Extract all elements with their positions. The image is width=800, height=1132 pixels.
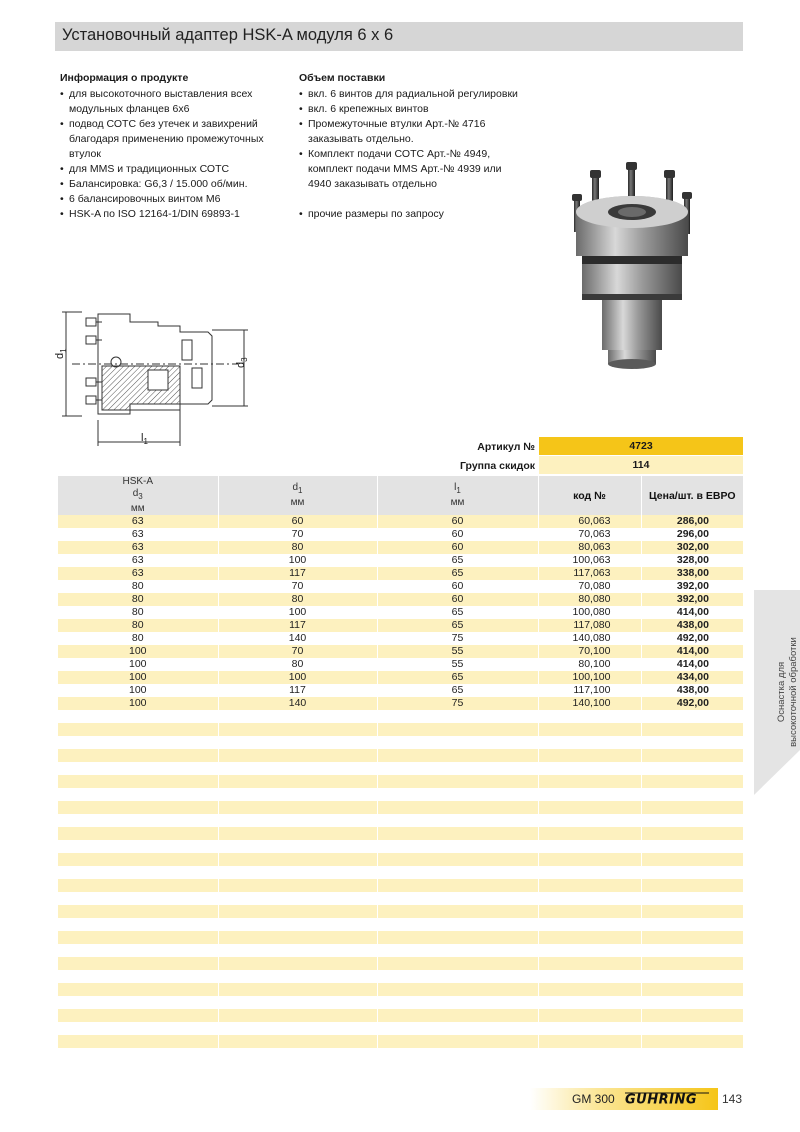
empty-table-row bbox=[58, 710, 743, 723]
table-cell: 100 bbox=[58, 684, 218, 697]
table-cell bbox=[641, 710, 743, 723]
table-cell: 65 bbox=[377, 554, 538, 567]
table-cell: 80 bbox=[218, 593, 377, 606]
table-cell bbox=[218, 970, 377, 983]
discount-group: 114 bbox=[539, 456, 743, 474]
delivery-heading: Объем поставки bbox=[299, 72, 386, 84]
table-cell bbox=[641, 840, 743, 853]
table-cell bbox=[218, 1022, 377, 1035]
delivery-scope bbox=[299, 71, 524, 222]
empty-table-row bbox=[58, 827, 743, 840]
table-cell: 60 bbox=[377, 580, 538, 593]
table-cell bbox=[58, 762, 218, 775]
table-cell: 296,00 bbox=[641, 528, 743, 541]
empty-table-row bbox=[58, 944, 743, 957]
table-cell bbox=[58, 996, 218, 1009]
table-cell bbox=[538, 879, 641, 892]
table-row bbox=[58, 554, 743, 567]
table-cell: 80 bbox=[218, 541, 377, 554]
empty-table-row bbox=[58, 801, 743, 814]
dim-d1-label: $d_1$ bbox=[54, 348, 69, 359]
table-cell: 438,00 bbox=[641, 684, 743, 697]
table-cell bbox=[377, 723, 538, 736]
product-info-item: • подвод СОТС без утечек и завихрений благодаря применению промежуточных втулок bbox=[60, 117, 280, 162]
table-row bbox=[58, 619, 743, 632]
table-cell bbox=[538, 866, 641, 879]
table-cell bbox=[218, 996, 377, 1009]
table-row bbox=[58, 528, 743, 541]
dim-d3-label: $d_3$ bbox=[235, 357, 250, 368]
table-cell bbox=[641, 957, 743, 970]
table-cell bbox=[641, 983, 743, 996]
table-cell: 63 bbox=[58, 554, 218, 567]
table-cell bbox=[538, 1022, 641, 1035]
table-row bbox=[58, 567, 743, 580]
table-cell bbox=[218, 788, 377, 801]
product-info-item: • 6 балансировочных винтом M6 bbox=[60, 192, 280, 207]
empty-table-row bbox=[58, 853, 743, 866]
table-cell: 70 bbox=[218, 528, 377, 541]
table-row bbox=[58, 671, 743, 684]
header-code: код № bbox=[538, 476, 641, 515]
table-cell bbox=[377, 892, 538, 905]
table-cell bbox=[641, 1035, 743, 1048]
empty-table-row bbox=[58, 957, 743, 970]
table-row bbox=[58, 697, 743, 710]
empty-table-row bbox=[58, 775, 743, 788]
table-cell bbox=[58, 801, 218, 814]
empty-table-row bbox=[58, 892, 743, 905]
table-cell bbox=[58, 827, 218, 840]
table-cell: 60 bbox=[377, 515, 538, 528]
table-cell bbox=[538, 840, 641, 853]
table-cell bbox=[538, 827, 641, 840]
table-cell: 492,00 bbox=[641, 697, 743, 710]
table-cell bbox=[538, 905, 641, 918]
table-cell bbox=[377, 931, 538, 944]
table-cell: 60,063 bbox=[538, 515, 641, 528]
empty-table-row bbox=[58, 1048, 743, 1061]
table-cell bbox=[641, 931, 743, 944]
empty-table-row bbox=[58, 736, 743, 749]
table-cell bbox=[58, 931, 218, 944]
table-cell bbox=[377, 905, 538, 918]
empty-table-row bbox=[58, 723, 743, 736]
table-cell bbox=[377, 736, 538, 749]
table-cell bbox=[538, 814, 641, 827]
table-cell bbox=[641, 1022, 743, 1035]
table-cell bbox=[641, 775, 743, 788]
table-cell bbox=[641, 970, 743, 983]
table-cell bbox=[641, 866, 743, 879]
product-info-item: • для высокоточного выставления всех модульных фланцев 6x6 bbox=[60, 87, 280, 117]
table-cell bbox=[377, 879, 538, 892]
table-cell: 63 bbox=[58, 567, 218, 580]
empty-table-row bbox=[58, 840, 743, 853]
table-cell bbox=[58, 957, 218, 970]
table-cell: 100 bbox=[58, 645, 218, 658]
table-cell bbox=[377, 996, 538, 1009]
table-cell: 80 bbox=[58, 619, 218, 632]
table-cell bbox=[538, 918, 641, 931]
product-info bbox=[60, 71, 280, 222]
table-cell bbox=[58, 879, 218, 892]
table-cell bbox=[218, 944, 377, 957]
table-row bbox=[58, 593, 743, 606]
table-cell bbox=[377, 788, 538, 801]
technical-drawing bbox=[52, 296, 262, 456]
table-cell bbox=[218, 814, 377, 827]
table-cell: 414,00 bbox=[641, 645, 743, 658]
table-cell: 70,063 bbox=[538, 528, 641, 541]
table-cell: 70 bbox=[218, 645, 377, 658]
table-cell: 63 bbox=[58, 515, 218, 528]
table-cell bbox=[538, 996, 641, 1009]
table-cell bbox=[218, 983, 377, 996]
table-cell: 438,00 bbox=[641, 619, 743, 632]
empty-table-row bbox=[58, 905, 743, 918]
table-cell bbox=[641, 814, 743, 827]
table-cell bbox=[58, 1009, 218, 1022]
table-row bbox=[58, 541, 743, 554]
table-cell bbox=[641, 905, 743, 918]
table-row bbox=[58, 684, 743, 697]
table-cell bbox=[58, 944, 218, 957]
table-cell: 80 bbox=[58, 593, 218, 606]
table-cell bbox=[538, 749, 641, 762]
table-cell bbox=[58, 1048, 218, 1061]
table-header-row bbox=[58, 476, 743, 515]
table-cell bbox=[641, 1048, 743, 1061]
table-cell bbox=[377, 775, 538, 788]
table-cell bbox=[538, 944, 641, 957]
table-cell bbox=[58, 710, 218, 723]
empty-table-row bbox=[58, 1022, 743, 1035]
table-cell bbox=[641, 1009, 743, 1022]
table-cell bbox=[538, 957, 641, 970]
empty-table-row bbox=[58, 788, 743, 801]
table-cell: 117,080 bbox=[538, 619, 641, 632]
table-cell bbox=[641, 944, 743, 957]
table-cell bbox=[538, 853, 641, 866]
table-cell bbox=[538, 931, 641, 944]
table-cell bbox=[58, 970, 218, 983]
table-cell bbox=[218, 1009, 377, 1022]
table-cell: 63 bbox=[58, 528, 218, 541]
empty-table-row bbox=[58, 970, 743, 983]
table-cell: 80 bbox=[58, 580, 218, 593]
table-cell bbox=[377, 983, 538, 996]
table-row bbox=[58, 606, 743, 619]
table-cell bbox=[58, 723, 218, 736]
empty-table-row bbox=[58, 918, 743, 931]
table-cell: 75 bbox=[377, 697, 538, 710]
guhring-logo bbox=[625, 1091, 713, 1106]
table-cell: 117 bbox=[218, 567, 377, 580]
table-cell: 117 bbox=[218, 684, 377, 697]
product-info-item: • для MMS и традиционных СОТС bbox=[60, 162, 280, 177]
table-cell: 60 bbox=[377, 541, 538, 554]
table-cell bbox=[218, 723, 377, 736]
svg-text:GUHRING: GUHRING bbox=[625, 1092, 698, 1106]
table-cell bbox=[218, 736, 377, 749]
table-cell bbox=[538, 1048, 641, 1061]
table-cell: 286,00 bbox=[641, 515, 743, 528]
table-cell: 100 bbox=[58, 671, 218, 684]
table-cell: 117,100 bbox=[538, 684, 641, 697]
table-cell bbox=[58, 918, 218, 931]
table-cell bbox=[218, 866, 377, 879]
delivery-item: • вкл. 6 винтов для радиальной регулировки bbox=[299, 87, 524, 102]
table-cell bbox=[538, 775, 641, 788]
table-cell: 80 bbox=[218, 658, 377, 671]
table-cell: 392,00 bbox=[641, 580, 743, 593]
table-cell: 65 bbox=[377, 567, 538, 580]
table-cell bbox=[641, 749, 743, 762]
table-cell: 80,100 bbox=[538, 658, 641, 671]
product-photo bbox=[568, 160, 698, 370]
empty-table-row bbox=[58, 983, 743, 996]
table-cell bbox=[641, 827, 743, 840]
table-row bbox=[58, 645, 743, 658]
table-cell: 140,080 bbox=[538, 632, 641, 645]
table-cell bbox=[538, 983, 641, 996]
delivery-item: • Промежуточные втулки Арт.-№ 4716 заказывать отдельно. bbox=[299, 117, 524, 147]
table-cell bbox=[58, 1022, 218, 1035]
table-row bbox=[58, 515, 743, 528]
table-cell: 414,00 bbox=[641, 658, 743, 671]
table-cell: 60 bbox=[218, 515, 377, 528]
empty-table-row bbox=[58, 996, 743, 1009]
table-cell bbox=[58, 1035, 218, 1048]
table-cell: 70 bbox=[218, 580, 377, 593]
table-cell: 80,063 bbox=[538, 541, 641, 554]
empty-table-row bbox=[58, 866, 743, 879]
table-cell bbox=[377, 749, 538, 762]
table-cell bbox=[538, 736, 641, 749]
section-side-tab bbox=[754, 590, 800, 795]
table-cell bbox=[218, 749, 377, 762]
table-cell: 75 bbox=[377, 632, 538, 645]
table-cell bbox=[218, 931, 377, 944]
table-cell: 60 bbox=[377, 528, 538, 541]
table-cell: 100,063 bbox=[538, 554, 641, 567]
table-cell bbox=[377, 853, 538, 866]
header-d1: $d_1$ мм bbox=[218, 476, 377, 515]
table-cell: 65 bbox=[377, 684, 538, 697]
table-cell bbox=[641, 801, 743, 814]
table-cell bbox=[58, 814, 218, 827]
catalog-code: GM 300 bbox=[572, 1092, 615, 1106]
table-cell bbox=[218, 879, 377, 892]
table-cell: 117,063 bbox=[538, 567, 641, 580]
table-row bbox=[58, 658, 743, 671]
table-cell bbox=[538, 892, 641, 905]
table-cell bbox=[641, 736, 743, 749]
table-cell bbox=[377, 1022, 538, 1035]
table-cell bbox=[641, 918, 743, 931]
table-cell bbox=[58, 905, 218, 918]
table-cell: 80 bbox=[58, 632, 218, 645]
table-cell bbox=[641, 723, 743, 736]
table-cell bbox=[538, 970, 641, 983]
table-cell bbox=[641, 762, 743, 775]
table-cell bbox=[538, 1035, 641, 1048]
table-cell bbox=[538, 788, 641, 801]
table-cell: 60 bbox=[377, 593, 538, 606]
article-number: 4723 bbox=[539, 437, 743, 455]
empty-table-row bbox=[58, 1035, 743, 1048]
table-cell bbox=[58, 749, 218, 762]
table-cell: 70,080 bbox=[538, 580, 641, 593]
table-cell bbox=[377, 866, 538, 879]
table-cell: 100 bbox=[218, 671, 377, 684]
table-cell bbox=[218, 762, 377, 775]
table-cell: 70,100 bbox=[538, 645, 641, 658]
table-cell: 65 bbox=[377, 619, 538, 632]
table-cell bbox=[377, 710, 538, 723]
delivery-item: • Комплект подачи СОТС Арт.-№ 4949, комплект подачи MMS Арт.-№ 4939 или 4940 заказывать отдельно bbox=[299, 147, 524, 192]
table-cell bbox=[58, 892, 218, 905]
dim-l1-label: $l_1$ bbox=[141, 432, 148, 447]
table-cell: 100,080 bbox=[538, 606, 641, 619]
table-cell bbox=[538, 762, 641, 775]
table-cell bbox=[58, 840, 218, 853]
table-cell bbox=[218, 905, 377, 918]
table-cell bbox=[58, 736, 218, 749]
empty-table-row bbox=[58, 762, 743, 775]
table-cell bbox=[377, 840, 538, 853]
table-cell bbox=[641, 853, 743, 866]
empty-table-row bbox=[58, 879, 743, 892]
table-cell bbox=[218, 1048, 377, 1061]
table-cell: 434,00 bbox=[641, 671, 743, 684]
table-cell bbox=[377, 1035, 538, 1048]
table-cell: 328,00 bbox=[641, 554, 743, 567]
table-cell bbox=[377, 1009, 538, 1022]
table-cell: 80 bbox=[58, 606, 218, 619]
empty-table-row bbox=[58, 814, 743, 827]
table-cell: 80,080 bbox=[538, 593, 641, 606]
table-cell: 55 bbox=[377, 645, 538, 658]
product-info-item: • Балансировка: G6,3 / 15.000 об/мин. bbox=[60, 177, 280, 192]
table-cell bbox=[377, 827, 538, 840]
header-l1: $l_1$ мм bbox=[377, 476, 538, 515]
table-cell bbox=[58, 866, 218, 879]
page-title: Установочный адаптер HSK-A модуля 6 x 6 bbox=[62, 26, 394, 44]
table-cell bbox=[218, 918, 377, 931]
table-cell bbox=[218, 801, 377, 814]
table-cell bbox=[58, 775, 218, 788]
table-cell: 55 bbox=[377, 658, 538, 671]
price-table bbox=[58, 476, 743, 1061]
table-cell: 117 bbox=[218, 619, 377, 632]
table-cell bbox=[538, 801, 641, 814]
table-cell bbox=[377, 814, 538, 827]
table-cell: 100,100 bbox=[538, 671, 641, 684]
table-cell: 65 bbox=[377, 606, 538, 619]
table-cell: 140 bbox=[218, 697, 377, 710]
header-hsk-d3: HSK-A $d_3$ мм bbox=[58, 476, 218, 515]
delivery-item: • вкл. 6 крепежных винтов bbox=[299, 102, 524, 117]
empty-table-row bbox=[58, 1009, 743, 1022]
table-cell bbox=[377, 970, 538, 983]
table-cell: 140 bbox=[218, 632, 377, 645]
table-cell bbox=[218, 710, 377, 723]
table-cell bbox=[218, 827, 377, 840]
table-cell bbox=[641, 879, 743, 892]
table-cell: 414,00 bbox=[641, 606, 743, 619]
table-cell: 100 bbox=[218, 606, 377, 619]
table-cell bbox=[538, 710, 641, 723]
table-cell: 302,00 bbox=[641, 541, 743, 554]
table-cell: 392,00 bbox=[641, 593, 743, 606]
table-cell: 140,100 bbox=[538, 697, 641, 710]
table-cell bbox=[377, 918, 538, 931]
table-cell: 65 bbox=[377, 671, 538, 684]
table-cell: 338,00 bbox=[641, 567, 743, 580]
article-label: Артикул № bbox=[477, 441, 535, 453]
table-cell bbox=[58, 983, 218, 996]
table-cell: 100 bbox=[58, 697, 218, 710]
table-cell: 492,00 bbox=[641, 632, 743, 645]
delivery-extra: • прочие размеры по запросу bbox=[299, 207, 524, 222]
table-cell bbox=[377, 801, 538, 814]
table-cell bbox=[58, 853, 218, 866]
table-cell bbox=[218, 892, 377, 905]
table-cell bbox=[218, 957, 377, 970]
table-cell bbox=[377, 762, 538, 775]
side-tab-line2: высокоточной обработки bbox=[788, 637, 799, 747]
table-cell bbox=[58, 788, 218, 801]
empty-table-row bbox=[58, 749, 743, 762]
table-cell bbox=[538, 723, 641, 736]
table-cell: 63 bbox=[58, 541, 218, 554]
table-cell bbox=[641, 996, 743, 1009]
table-cell: 100 bbox=[58, 658, 218, 671]
page-number: 143 bbox=[722, 1092, 743, 1106]
product-info-item: • HSK-A по ISO 12164-1/DIN 69893-1 bbox=[60, 207, 280, 222]
table-cell bbox=[641, 892, 743, 905]
product-info-heading: Информация о продукте bbox=[60, 72, 189, 84]
discount-label: Группа скидок bbox=[460, 460, 535, 472]
table-cell bbox=[377, 944, 538, 957]
empty-table-row bbox=[58, 931, 743, 944]
table-row bbox=[58, 580, 743, 593]
header-price: Цена/шт. в ЕВРО bbox=[641, 476, 743, 515]
table-cell bbox=[218, 775, 377, 788]
table-cell bbox=[218, 840, 377, 853]
side-tab-line1: Оснастка для bbox=[776, 661, 787, 723]
table-cell bbox=[377, 1048, 538, 1061]
table-cell bbox=[218, 1035, 377, 1048]
table-cell bbox=[641, 788, 743, 801]
table-cell bbox=[377, 957, 538, 970]
table-row bbox=[58, 632, 743, 645]
table-cell bbox=[218, 853, 377, 866]
table-cell bbox=[538, 1009, 641, 1022]
table-cell: 100 bbox=[218, 554, 377, 567]
title-bar bbox=[55, 22, 743, 51]
